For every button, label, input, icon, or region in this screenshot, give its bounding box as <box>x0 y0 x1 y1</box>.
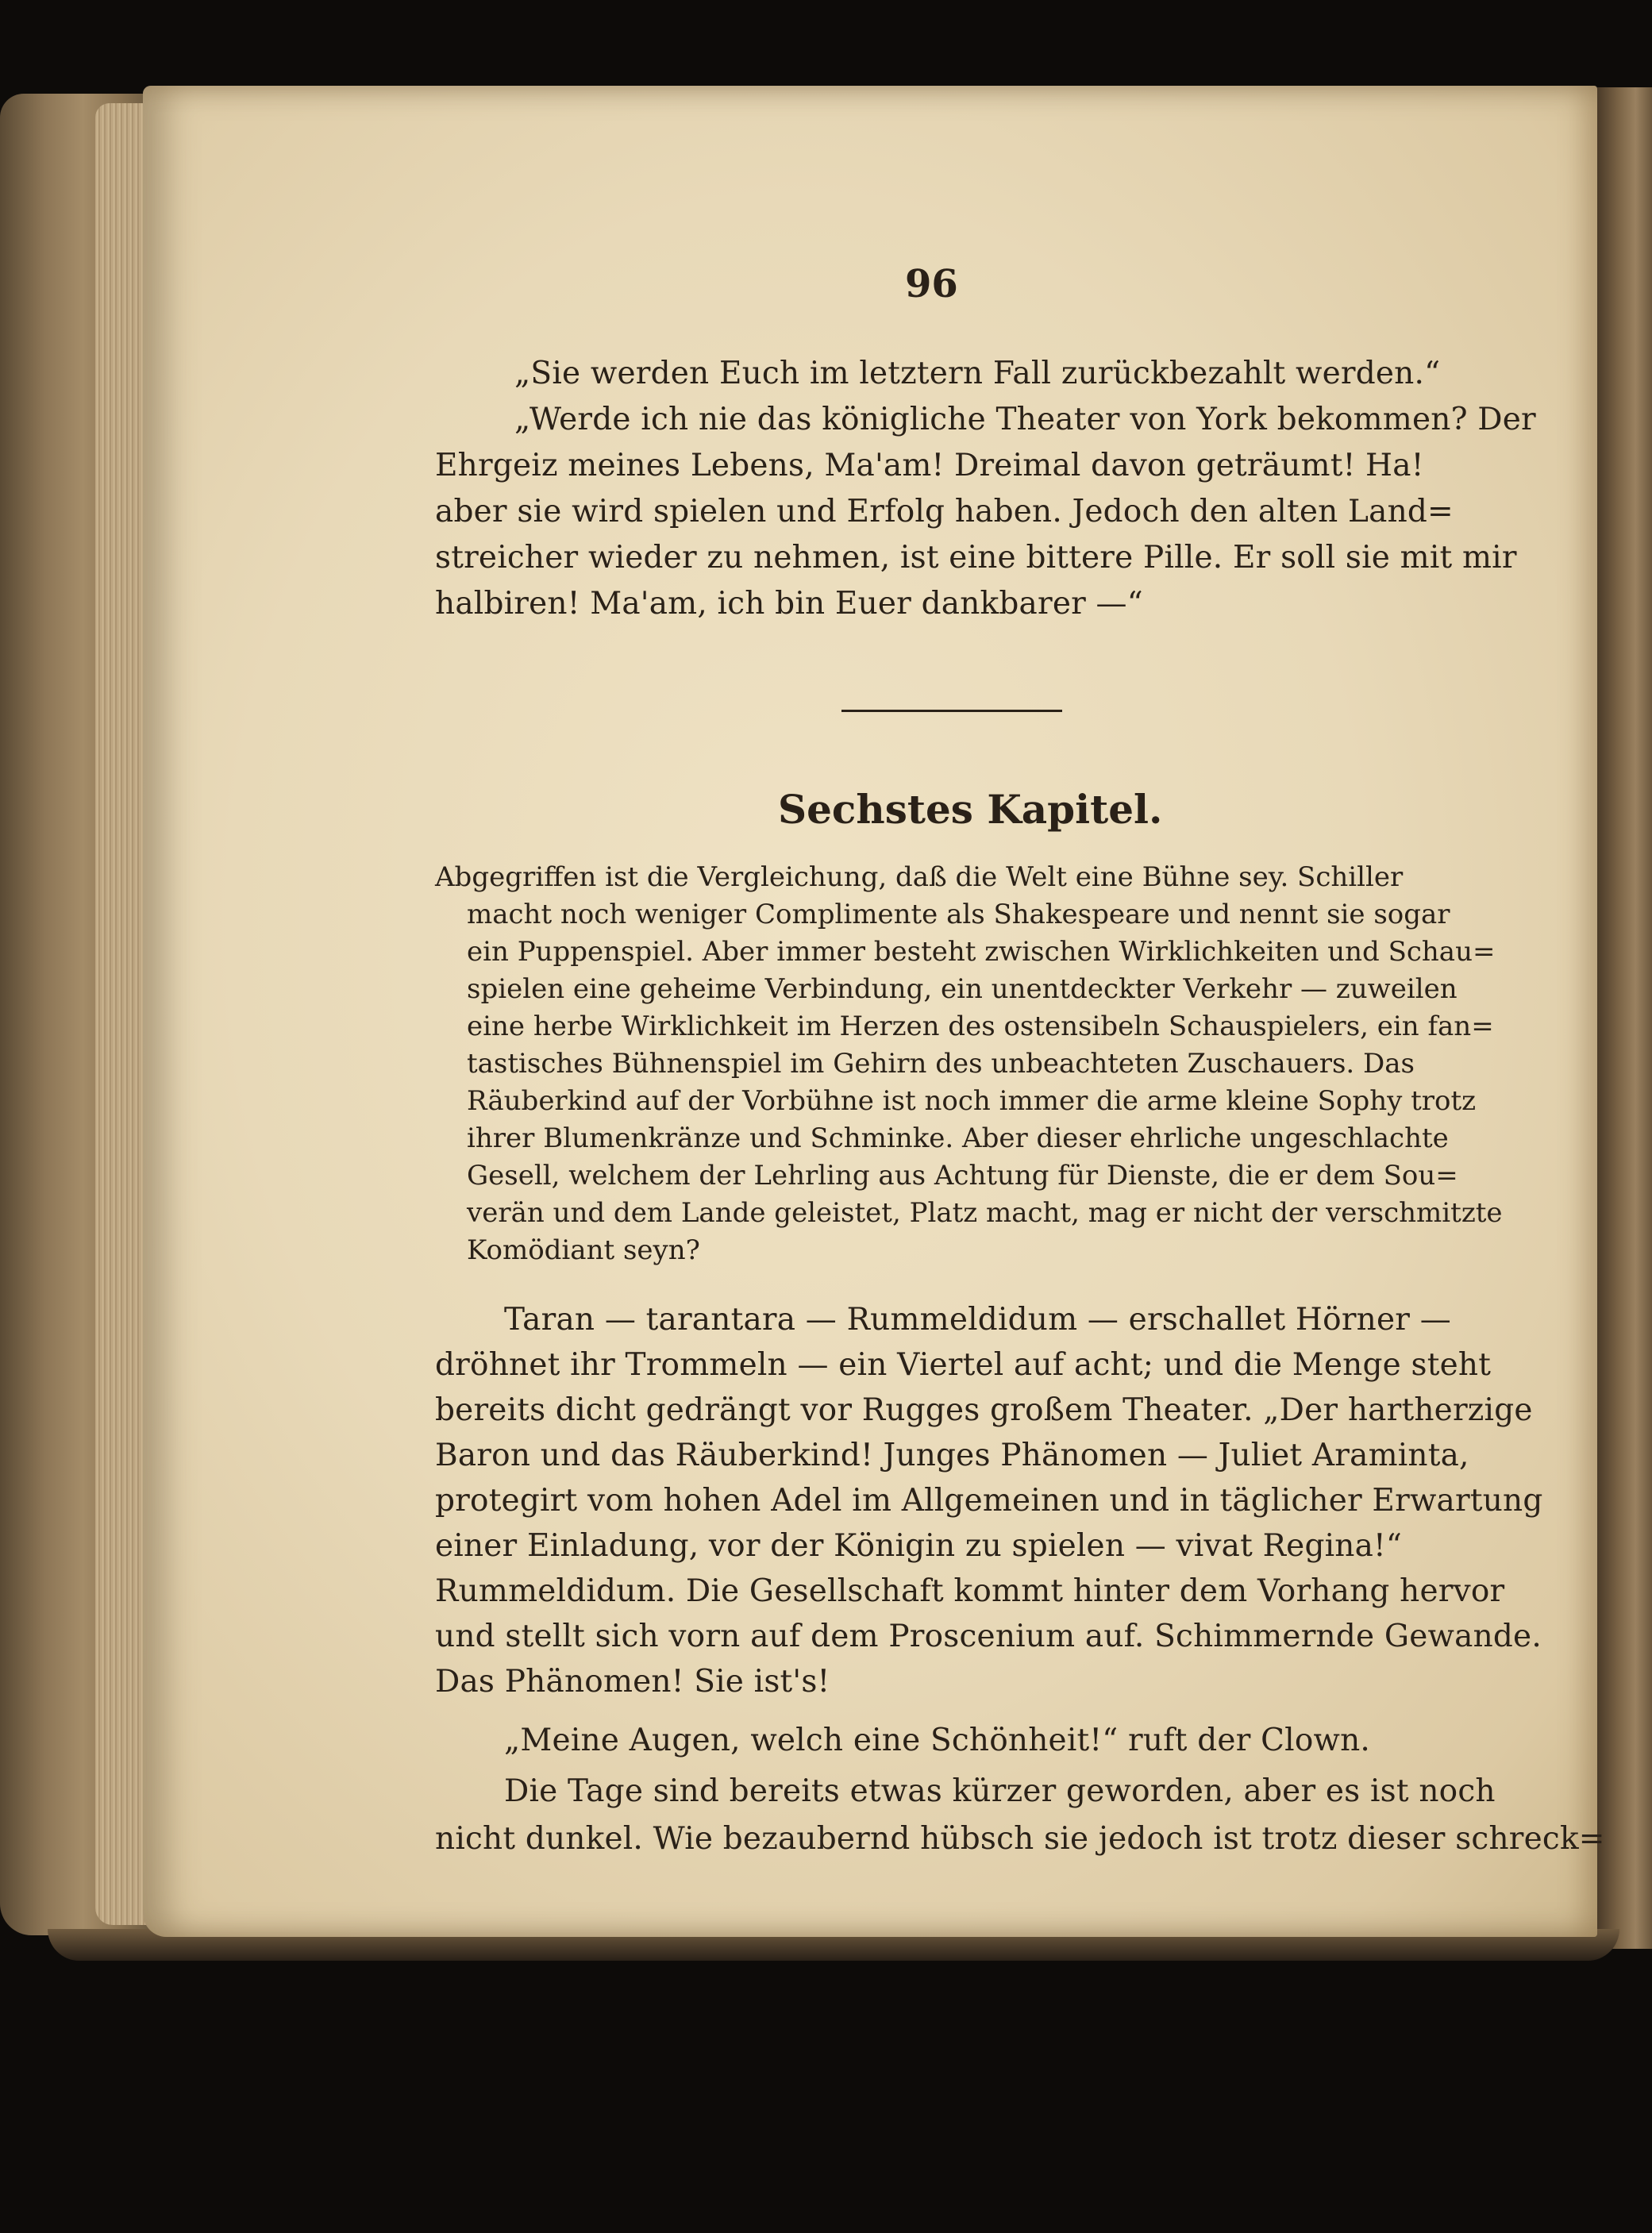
epigraph-line: Räuberkind auf der Vorbühne ist noch immer die arme kleine Sophy trotz <box>467 1085 1477 1117</box>
text-line: aber sie wird spielen und Erfolg haben. Jedoch den alten Land= <box>435 494 1454 529</box>
epigraph-line: ihrer Blumenkränze und Schminke. Aber dieser ehrliche ungeschlachte <box>467 1122 1449 1154</box>
epigraph-line: macht noch weniger Complimente als Shakespeare und nennt sie sogar <box>467 899 1450 930</box>
epigraph-line: verän und dem Lande geleistet, Platz macht, mag er nicht der verschmitzte <box>467 1197 1503 1229</box>
text-line: Das Phänomen! Sie ist's! <box>435 1664 830 1700</box>
text-line: nicht dunkel. Wie bezaubernd hübsch sie jedoch ist trotz dieser schreck= <box>435 1821 1605 1857</box>
text-line: streicher wieder zu nehmen, ist eine bittere Pille. Er soll sie mit mir <box>435 540 1517 576</box>
epigraph-line: Gesell, welchem der Lehrling aus Achtung für Dienste, die er dem Sou= <box>467 1160 1458 1192</box>
epigraph-line: ein Puppenspiel. Aber immer besteht zwischen Wirklichkeiten und Schau= <box>467 936 1496 968</box>
text-line: „Sie werden Euch im letztern Fall zurückbezahlt werden.“ <box>514 356 1441 391</box>
text-line: einer Einladung, vor der Königin zu spielen — vivat Regina!“ <box>435 1528 1403 1564</box>
text-line: Baron und das Räuberkind! Junges Phänomen — Juliet Araminta, <box>435 1438 1469 1473</box>
text-line: Ehrgeiz meines Lebens, Ma'am! Dreimal davon geträumt! Ha! <box>435 448 1424 483</box>
text-line: und stellt sich vorn auf dem Proscenium auf. Schimmernde Gewande. <box>435 1619 1542 1654</box>
epigraph-line: tastisches Bühnenspiel im Gehirn des unbeachteten Zuschauers. Das <box>467 1048 1415 1080</box>
book-right-cover <box>1597 87 1652 1949</box>
text-line: bereits dicht gedrängt vor Rugges großem Theater. „Der hartherzige <box>435 1392 1533 1428</box>
epigraph-line: Komödiant seyn? <box>467 1234 700 1266</box>
epigraph-line: Abgegriffen ist die Vergleichung, daß die Welt eine Bühne sey. Schiller <box>435 861 1404 893</box>
text-line: „Werde ich nie das königliche Theater von York bekommen? Der <box>514 402 1536 437</box>
section-divider <box>841 710 1062 712</box>
text-line: Taran — tarantara — Rummeldidum — erschallet Hörner — <box>504 1302 1451 1338</box>
epigraph-line: spielen eine geheime Verbindung, ein unentdeckter Verkehr — zuweilen <box>467 973 1458 1005</box>
chapter-heading: Sechstes Kapitel. <box>778 786 1163 833</box>
text-line: Rummeldidum. Die Gesellschaft kommt hinter dem Vorhang hervor <box>435 1573 1505 1609</box>
text-line: „Meine Augen, welch eine Schönheit!“ ruft der Clown. <box>504 1723 1371 1758</box>
text-line: protegirt vom hohen Adel im Allgemeinen und in täglicher Erwartung <box>435 1483 1543 1519</box>
text-line: Die Tage sind bereits etwas kürzer geworden, aber es ist noch <box>504 1773 1496 1809</box>
text-line: halbiren! Ma'am, ich bin Euer dankbarer —“ <box>435 586 1143 622</box>
epigraph-line: eine herbe Wirklichkeit im Herzen des ostensibeln Schauspielers, ein fan= <box>467 1011 1494 1042</box>
text-line: dröhnet ihr Trommeln — ein Viertel auf acht; und die Menge steht <box>435 1347 1492 1383</box>
page-number: 96 <box>905 262 958 306</box>
